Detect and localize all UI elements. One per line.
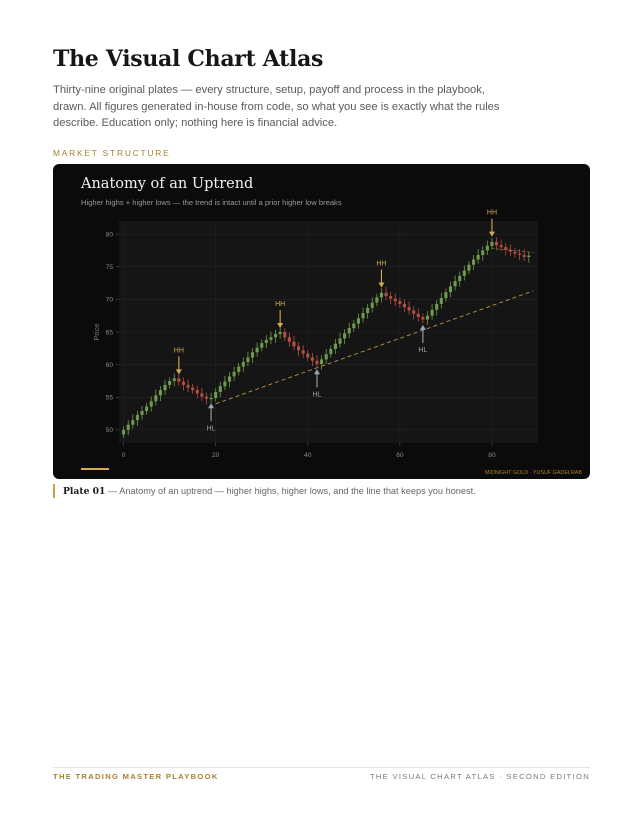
footer-left: THE TRADING MASTER PLAYBOOK bbox=[53, 772, 219, 781]
candle-body bbox=[449, 286, 452, 292]
candle-body bbox=[394, 299, 397, 302]
candle-body bbox=[283, 332, 286, 337]
candle-body bbox=[375, 297, 378, 302]
candle-body bbox=[444, 292, 447, 298]
y-tick-label: 80 bbox=[105, 231, 113, 239]
candle-body bbox=[145, 406, 148, 411]
candle-body bbox=[518, 254, 521, 255]
candle-body bbox=[191, 388, 194, 391]
candle-body bbox=[205, 397, 208, 399]
intro-paragraph: Thirty-nine original plates — every structure, setup, payoff and process in the playbook, drawn. All figures generated in-house from code, so what you see is exactly what the rules describe. Education only; nothing here is financial advice. bbox=[53, 84, 500, 129]
candle-body bbox=[150, 401, 153, 406]
plate-credit: MIDNIGHT GOLD · YUSUF GADELRAB bbox=[484, 470, 582, 476]
candle-body bbox=[348, 328, 351, 333]
candle-body bbox=[315, 361, 318, 364]
candle-body bbox=[279, 332, 282, 334]
candle-body bbox=[417, 314, 420, 317]
candle-body bbox=[233, 372, 236, 377]
candle-body bbox=[237, 367, 240, 372]
candle-body bbox=[297, 346, 300, 350]
footer-rule bbox=[53, 767, 590, 768]
candle-body bbox=[219, 386, 222, 392]
candle-body bbox=[177, 378, 180, 381]
candle-body bbox=[431, 310, 434, 316]
candle-body bbox=[127, 425, 130, 430]
y-axis-label: Price bbox=[92, 323, 101, 341]
x-tick-label: 0 bbox=[121, 452, 126, 459]
candle-body bbox=[454, 281, 457, 286]
candle-body bbox=[196, 390, 199, 393]
x-tick-label: 40 bbox=[304, 452, 312, 459]
candle-body bbox=[361, 313, 364, 318]
candle-body bbox=[163, 385, 166, 390]
candle-body bbox=[481, 250, 484, 255]
candle-body bbox=[168, 381, 171, 385]
x-tick-label: 20 bbox=[212, 452, 220, 459]
x-tick-label: 60 bbox=[396, 452, 404, 459]
chart-subtitle: Higher highs + higher lows — the trend is intact until a prior higher low breaks bbox=[81, 198, 342, 207]
candle-body bbox=[412, 310, 415, 313]
candle-body bbox=[527, 256, 530, 257]
candle-body bbox=[408, 307, 411, 310]
candle-body bbox=[389, 296, 392, 299]
candle-body bbox=[458, 276, 461, 281]
hh-label: HH bbox=[173, 347, 184, 355]
candle-body bbox=[467, 265, 470, 271]
candle-body bbox=[421, 317, 424, 320]
y-tick-label: 65 bbox=[105, 329, 113, 337]
candle-body bbox=[325, 354, 328, 359]
hl-label: HL bbox=[418, 346, 428, 354]
candle-body bbox=[477, 255, 480, 260]
candle-body bbox=[228, 376, 231, 381]
candle-body bbox=[338, 339, 341, 344]
candle-body bbox=[200, 393, 203, 396]
candle-body bbox=[371, 303, 374, 308]
candle-body bbox=[182, 382, 185, 385]
candle-body bbox=[357, 318, 360, 323]
candle-body bbox=[486, 246, 489, 251]
hl-label: HL bbox=[206, 425, 216, 433]
candle-body bbox=[403, 304, 406, 307]
candle-body bbox=[426, 316, 429, 320]
y-tick-label: 55 bbox=[105, 394, 113, 402]
candle-body bbox=[435, 304, 438, 310]
candle-body bbox=[509, 250, 512, 252]
candle-body bbox=[343, 333, 346, 338]
candle-body bbox=[223, 382, 226, 387]
candle-body bbox=[256, 348, 259, 353]
candle-body bbox=[384, 293, 387, 296]
candle-body bbox=[187, 385, 190, 388]
chart-title: Anatomy of an Uptrend bbox=[81, 176, 254, 192]
candle-body bbox=[302, 350, 305, 353]
candle-body bbox=[154, 395, 157, 401]
caption-text: — Anatomy of an uptrend — higher highs, higher lows, and the line that keeps you honest. bbox=[105, 486, 476, 496]
y-tick-label: 75 bbox=[105, 264, 113, 272]
x-tick-label: 80 bbox=[488, 452, 496, 459]
candle-body bbox=[490, 242, 493, 246]
candle-body bbox=[242, 362, 245, 367]
section-label: MARKET STRUCTURE bbox=[53, 148, 171, 158]
candle-body bbox=[472, 260, 475, 265]
candle-body bbox=[380, 293, 383, 298]
candle-body bbox=[320, 359, 323, 364]
candle-body bbox=[495, 242, 498, 245]
caption-label: Plate 01 bbox=[63, 486, 106, 497]
candle-body bbox=[334, 344, 337, 349]
candle-body bbox=[246, 357, 249, 362]
candle-body bbox=[136, 415, 139, 420]
candle-body bbox=[398, 301, 401, 304]
candle-body bbox=[306, 354, 309, 358]
hh-label: HH bbox=[275, 301, 286, 308]
candle-body bbox=[440, 298, 443, 304]
candle-body bbox=[140, 411, 143, 415]
candle-body bbox=[352, 324, 355, 329]
page-title: The Visual Chart Atlas bbox=[53, 46, 324, 72]
candle-body bbox=[366, 308, 369, 313]
candle-body bbox=[159, 390, 162, 395]
plate-caption bbox=[53, 484, 476, 498]
gold-accent-bar bbox=[81, 468, 109, 470]
candle-body bbox=[260, 343, 263, 348]
hl-label: HL bbox=[312, 391, 322, 399]
candle-body bbox=[251, 352, 254, 357]
candle-body bbox=[269, 337, 272, 340]
footer-right: THE VISUAL CHART ATLAS · SECOND EDITION bbox=[369, 772, 590, 781]
candle-body bbox=[288, 337, 291, 342]
candle-body bbox=[523, 255, 526, 257]
candle-body bbox=[210, 398, 213, 399]
y-tick-label: 50 bbox=[105, 427, 113, 435]
candle-body bbox=[311, 357, 314, 360]
hh-label: HH bbox=[376, 260, 387, 268]
uptrend-chart bbox=[53, 164, 590, 479]
candle-body bbox=[463, 271, 466, 276]
y-tick-label: 70 bbox=[105, 296, 113, 304]
candle-body bbox=[500, 245, 503, 247]
hh-label: HH bbox=[486, 209, 498, 217]
candle-body bbox=[265, 340, 268, 343]
chart-plate bbox=[53, 164, 590, 479]
candle-body bbox=[131, 420, 134, 425]
y-tick-label: 60 bbox=[105, 361, 113, 369]
candle-body bbox=[173, 378, 176, 381]
candle-body bbox=[513, 252, 516, 254]
candle-body bbox=[292, 342, 295, 347]
candle-body bbox=[274, 334, 277, 337]
candle-body bbox=[214, 392, 217, 398]
candle-body bbox=[504, 247, 507, 250]
candle-body bbox=[122, 430, 125, 435]
candle-body bbox=[329, 349, 332, 354]
